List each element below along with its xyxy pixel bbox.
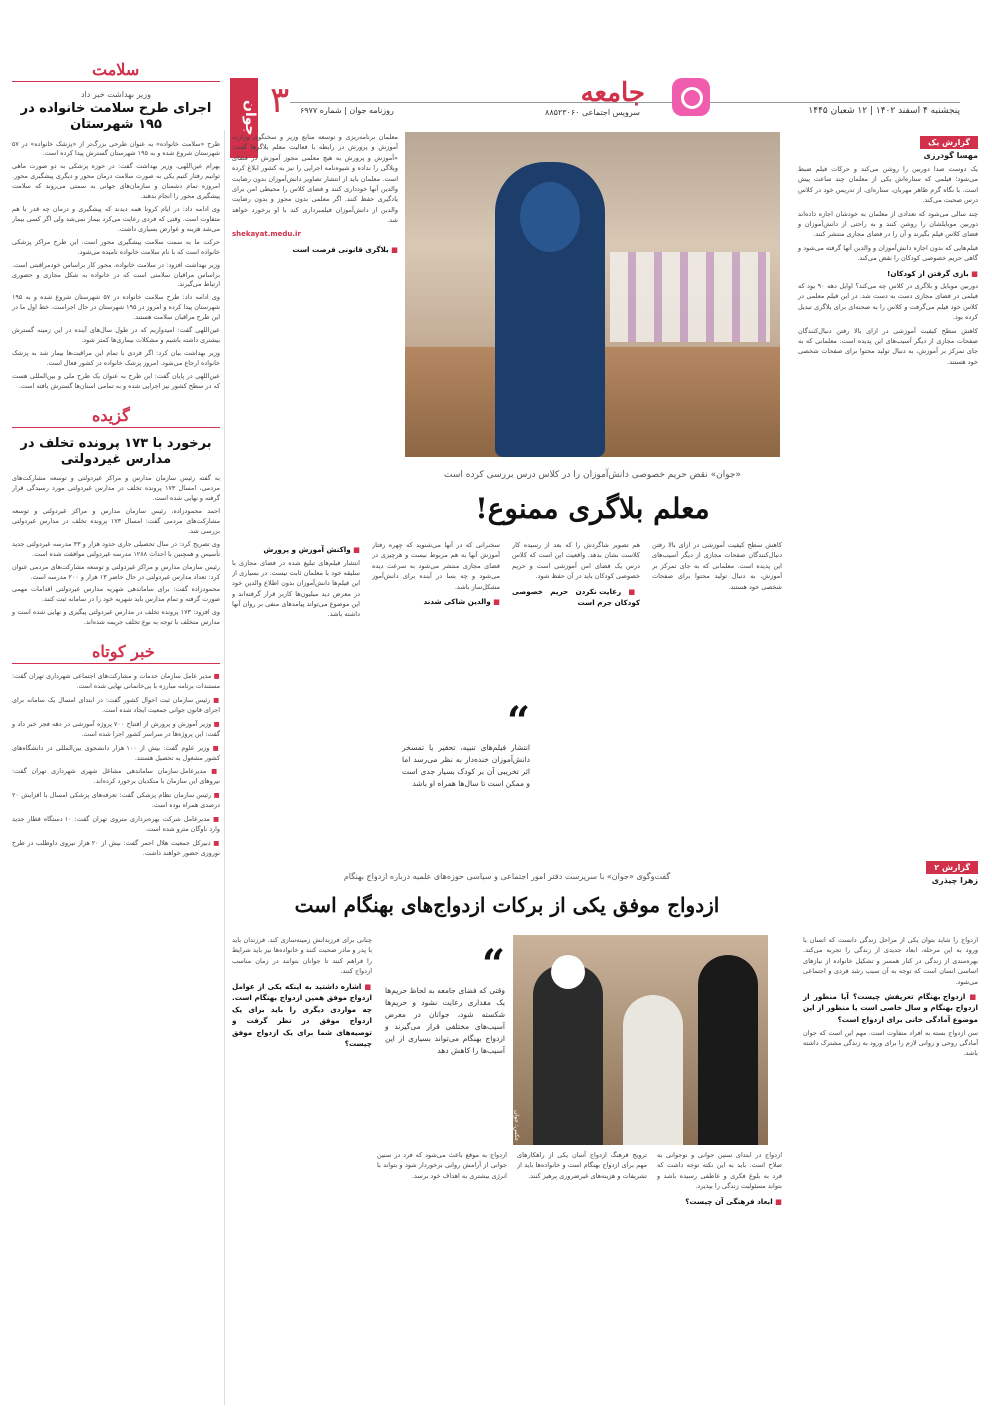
photo-person (698, 955, 758, 1145)
page-number: ۳ (270, 80, 290, 121)
report-tag: گزارش یک (920, 136, 978, 149)
story-body: به گفته رئیس سازمان مدارس و مراکز غیردولتی و توسعه مشارکت‌های مردمی، امسال ۱۷۳ پرونده تخلف در مدارس غیردولتی مورد رسیدگی قرار گرفته و نهایی شده است. احمد محمودزاده، رئیس سازمان مدارس و مراکز غیردولتی و توسعه مشارکت‌های مردمی گفت: امسال ۱۷۳ پرونده تخلف در مدارس غیردولتی بررسی شد. وی تصریح کرد: در سال تحصیلی جاری حدود هزار و ۴۳ مدرسه غیردولتی جدید تأسیس و همچنین با احداث ۱۲۸۸ مدرسه غیردولتی موافقت شده است. رئیس سازمان مدارس و مراکز غیردولتی و توسعه مشارکت‌های مردمی عنوان کرد: تعداد مدارس غیردولتی در حال حاضر ۱۳ هزار و ۲۰۰ مدرسه است. محمودزاده گفت: برای ساماندهی شهریه مدارس غیردولتی اقدامات مهمی صورت گرفته و تمام مدارس باید شهریه خود را در سامانه ثبت کنند. وی افزود: ۱۷۳ پرونده تخلف در مدارس غیردولتی پیگیری و نهایی شده است و مدارس متخلف با توجه به نوع تخلف جریمه شده‌اند. (12, 474, 221, 627)
photo-person (623, 995, 683, 1145)
paper-info: روزنامه جوان | شماره ۶۹۷۷ (300, 106, 394, 115)
story2-headline: ازدواج موفق یکی از برکات ازدواج‌های بهنگام است (294, 893, 720, 917)
column-rule (224, 130, 225, 1405)
story-subhead: ■ اشاره داشتید به اینکه یکی از عوامل ازدواج موفق همین ازدواج بهنگام است. چه مواردی دیگری را باید برای یک ازدواج موفق در نظر گرفت و توصیه‌های شما برای یک ازدواج موفق چیست؟ (232, 981, 372, 1050)
story2-photo (513, 935, 768, 1145)
lead-photo (405, 132, 780, 457)
byline: مهسا گودرزی (923, 151, 978, 160)
health-story (12, 90, 220, 392)
story-body: یک دوست صدا دوربین را روشن می‌کند و حرکات فیلم ضبط می‌شود؛ فیلمی که ستاره‌اش یکی از معلمان چند ساعت پیش است. با نگاه گرم ظاهر مهربان، ستاره‌ای، از تدریس خود در کلاس درس صحبت می‌کند. چند سالی می‌شود که تعدادی از معلمان به خودشان اجازه داده‌اند دوربین موبایلشان را روشن کنند و به راحتی از دانش‌آموزان و فضای کلاس فیلم بگیرند و آن را در فضای مجازی منتشر کنند. فیلم‌هایی که بدون اجازه دانش‌آموزان و والدین آنها گرفته می‌شود و گاهی حریم خصوصی کودکان را نقض می‌کند. ■ بازی گرفتن از کودکان! دوربین موبایل و بلاگری در کلاس چه می‌کند؟ اوایل دهه ۹۰ بود که فیلمی در فضای مجازی دست به دست شد. در این فیلم معلمی در کلاس خود فیلم می‌گرفت و کلاس را به صحنه‌ای برای بلاگری تبدیل کرده بود. کاهش سطح کیفیت آموزشی در ازای بالا رفتن دنبال‌کنندگان صفحات مجازی از دیگر آسیب‌های این پدیده است. معلمانی که به جای تمرکز بر آموزش، به دنبال تولید محتوا برای صفحات شخصی خود هستند. (798, 164, 978, 367)
story-title: برخورد با ۱۷۳ پرونده تخلف در مدارس غیردولتی (20, 435, 212, 467)
violation-story (12, 436, 220, 628)
story2-column: ترویج فرهنگ ازدواج آسان یکی از راهکارهای مهم برای ازدواج بهنگام است و خانواده‌ها باید از تشریفات و هزینه‌های غیرضروری پرهیز کنند. (517, 1151, 647, 1180)
lead-headline: معلم بلاگری ممنوع! (475, 492, 710, 525)
photo-credit: عکس: جوان (513, 1109, 520, 1141)
byline: زهرا چیذری (931, 876, 978, 885)
short-news-item: ■ دبیرکل جمعیت هلال احمر گفت: بیش از ۲۰ هزار نیروی داوطلب در طرح نوروزی حضور خواهند داشت. (12, 839, 220, 859)
short-news-item: ■ رئیس سازمان ثبت احوال کشور گفت: در ابتدای امسال یک سامانه برای اجرای قانون جوانی جمعیت ایجاد شده است. (12, 696, 220, 716)
left-sidebar (12, 60, 220, 1405)
photo-cleric (533, 965, 603, 1145)
short-news-item: ■ وزیر آموزش و پرورش از افتتاح ۷۰۰ پروژه آموزشی در دهه فجر خبر داد و گفت: این پروژه‌ها در سراسر کشور اجرا شده است. (12, 720, 220, 740)
section-service: سرویس اجتماعی ۸۸۵۲۳۰۶۰ (545, 108, 640, 117)
story2-right-column: ازدواج را شاید بتوان یکی از مراحل زندگی دانست که انسان با ورود به این مرحله، ابعاد جدیدی از زندگی را تجربه می‌کند. بهره‌مندی از زندگی در کنار همسر و تشکیل خانواده از نیازهای اساسی انسان است که توجه به آن سبب رشد فردی و اجتماعی می‌شود. ■ ازدواج بهنگام تعریفش چیست؟ آیا منظور از ازدواج بهنگام و سال خاصی است یا منظور از این موضوع آمادگی خانی برای ازدواج است؟ سن ازدواج بسته به افراد متفاوت است. مهم این است که جوان آمادگی روحی و روانی لازم را برای ورود به زندگی مشترک داشته باشد. (803, 935, 978, 1062)
short-news-item: ■ وزیر علوم گفت: بیش از ۱۰۰ هزار دانشجوی بین‌المللی در دانشگاه‌های کشور مشغول به تحصیل هستند. (12, 744, 220, 764)
story2-bottom-columns (232, 1150, 782, 1405)
story-subhead: ■ ازدواج بهنگام تعریفش چیست؟ آیا منظور از ازدواج بهنگام و سال خاصی است یا منظور از این موضوع آمادگی خانی برای ازدواج است؟ (803, 991, 978, 1026)
section-band-salamat: سلامت (12, 60, 220, 82)
issue-date: پنجشنبه ۴ اسفند ۱۴۰۲ | ۱۲ شعبان ۱۴۴۵ (808, 106, 960, 116)
photo-pupils (610, 252, 770, 342)
lead-column: کاهش سطح کیفیت آموزشی در ازای بالا رفتن دنبال‌کنندگان صفحات مجازی از دیگر آسیب‌های این پدیده است. معلمانی که به جای تمرکز بر آموزش، به دنبال تولید محتوا برای صفحات شخصی خود هستند. (652, 541, 782, 591)
masthead (230, 78, 960, 136)
story-kicker: وزیر بهداشت خبر داد (80, 90, 151, 99)
story-body: طرح «سلامت خانواده» به عنوان طرحی بزرگ‌تر از «پزشک خانواده» در ۵۷ شهرستان شروع شده و به ۱۹۵ شهرستان گسترش پیدا کرده است. بهرام عین‌اللهی، وزیر بهداشت گفت: در حوزه پزشکی به دو صورت ماهی توانیم رفتار کنیم یکی به صورت سلامت درمان محور و دیگری پیشگیری محور. امروزه تمام دشمنان و سازمان‌های جهانی به سمتی می‌روند که سلامت پیشگیری محور را انجام بدهند. وی ادامه داد: در ایام کرونا همه دیدند که پیشگیری و درمان چه قدر با هم متفاوت است. وقتی که فردی رعایت می‌کرد بیمار نمی‌شد ولی اگر کسی بیمار می‌شد هزینه و عوارض بسیاری داشت. حرکت ما به سمت سلامت پیشگیری محور است. این طرح مراکز پزشکی خانواده است که با نام سلامت خانواده نامیده می‌شود. وزیر بهداشت افزود: در سلامت خانواده، محور کار براساس خودمراقبتی است. براساس مراقبان سلامتی است که در خانواده به شکل مجازی و حضوری ارتباط می‌گیرند. وی ادامه داد: طرح سلامت خانواده در ۵۷ شهرستان شروع شده و به ۱۹۵ شهرستان پیدا کرده و امروز در ۱۹۵ شهرستان در حال اجراست. خط اول ما در این طرح مراقبان سلامت هستند. عین‌اللهی گفت: امیدواریم که در طول سال‌های آینده در این زمینه گسترش بیشتری داشته باشیم و مشکلات بیماری‌ها کمتر شود. وزیر بهداشت بیان کرد: اگر فردی با تمام این مراقبت‌ها بیمار شد به پزشک خانواده ارجاع می‌شود. امروز پزشک خانواده در کشور فعال است. عین‌اللهی در پایان گفت: این طرح به عنوان یک طرح ملی و بین‌المللی هست که در سطح کشور نیز اجرایی شده و به تمامی استان‌ها گسترش یافته است. (12, 139, 220, 390)
lead-column: هم تصویر شاگردش را که بعد از رسیده کار کلاست نشان بدهد. واقعیت این است که کلاس درس یک فضای امن آموزشی است و حریم خصوصی کودکان باید در آن حفظ شود. ■ رعایت نکردن حریم خصوصی کودکان جرم است (512, 540, 640, 840)
short-news-item: ■ رئیس سازمان نظام پزشکی گفت: تعرفه‌های پزشکی امسال با افزایش ۲۰ درصدی همراه بوده است. (12, 791, 220, 811)
quote-icon: “ (481, 941, 505, 988)
short-news-item: ■ مدیرعامل شرکت بهره‌برداری متروی تهران گفت: ۱۰ دستگاه قطار جدید وارد ناوگان مترو شده است. (12, 815, 220, 835)
story2-column: ازدواج در ابتدای سنین جوانی و نوجوانی به صلاح است. باید به این نکته توجه داشت که فرد به بلوغ فکری و عاطفی رسیده باشد و بتواند مسئولیت زندگی را بپذیرد. ■ ابعاد فرهنگی آن چیست؟ (657, 1150, 782, 1405)
lead-kicker: «جوان» نقض حریم خصوصی دانش‌آموزان را در کلاس درس بررسی کرده است (444, 470, 741, 480)
section-title: جامعه (580, 78, 645, 108)
story-body: معلمان برنامه‌ریزی و توسعه منابع وزیر و سخنگوی وزارت آموزش و پرورش در رابطه با فعالیت معلم بلاگرها گفت: «آموزش و پرورش به هیچ معلمی مجوز آموزش در فضای ویلاگی را نداده و شیوه‌نامه اجرایی را نیز به کشور ابلاغ کرده است. معلمان باید از انتشار تصاویر دانش‌آموزان بدون رضایت والدین آنها خودداری کنند و فضای کلاس را محیطی امن برای یادگیری حفظ کنند. اگر معلمی بدون مجوز و بدون رضایت والدین از دانش‌آموزان فیلمبرداری کند با او برخورد خواهد شد. shekayat.medu.ir ■ بلاگری قانونی فرصت است (232, 132, 398, 255)
story2-tag: گزارش ۲ زهرا چیذری (878, 855, 978, 889)
section-band-khabar: خبر کوتاه (12, 642, 220, 664)
photo-teacher (495, 162, 605, 457)
instagram-icon (672, 78, 710, 116)
short-news-list (12, 672, 220, 859)
lead-column: ■ واکنش آموزش و پرورش انتشار فیلم‌های تبلیغ شده در فضای مجازی با سلیقه خود با معلمان ثابت نیست. در بسیاری از این فیلم‌ها دانش‌آموزان بدون اطلاع والدین خود در معرض دید میلیون‌ها کاربر قرار گرفته‌اند و این موضوع می‌تواند پیامدهای منفی بر روان آنها داشته باشد. (232, 540, 360, 840)
right-column-story (798, 130, 978, 840)
story-subhead: ■ بلاگری قانونی فرصت است (232, 244, 398, 256)
complaint-email[interactable]: shekayat.medu.ir (232, 229, 301, 238)
lead-column: سخنرانی که در آنها می‌شنوید که چهره رفتار آموزش آنها به هم مربوط نیست و هرچیزی در فضای مجازی منتشر می‌شود به سرعت دیده می‌شود و چه بسا در آینده برای دانش‌آموز مشکل‌ساز باشد. ■ والدین شاکی شدند (372, 540, 500, 840)
story-title: اجرای طرح سلامت خانواده در ۱۹۵ شهرستان (20, 101, 212, 133)
pull-quote: “ وقتی که فضای جامعه به لحاظ حریم‌ها یک مقداری رعایت نشود و حریم‌ها شکسته شود، جوانان در معرض آسیب‌های مختلفی قرار می‌گیرند و ازدواج بهنگام می‌تواند بسیاری از این آسیب‌ها را کاهش دهد (385, 941, 505, 1055)
short-news-item: ■ مدیر عامل سازمان خدمات و مشارکت‌های اجتماعی شهرداری تهران گفت: مستندات برنامه مبارزه با بی‌خانمانی نهایی شده است. (12, 672, 220, 692)
pull-quote: “ انتشار فیلم‌های تنبیه، تحقیر یا تمسخر دانش‌آموزان خنده‌دار به نظر می‌رسد اما اثر تخریبی آن بر کودک بسیار جدی است و ممکن است تا سال‌ها همراه او باشد (402, 698, 530, 788)
story-subhead: ■ بازی گرفتن از کودکان! (798, 268, 978, 280)
short-news-item: ■ مدیرعامل سازمان ساماندهی مشاغل شهری شهرداری تهران گفت: نیروهای این سازمان با متکدیان برخورد کرده‌اند. (12, 767, 220, 787)
brand-logo: جوان (230, 78, 258, 158)
story2-column: ازدواج به موقع باعث می‌شود که فرد در سنین جوانی از آرامش روانی برخوردار شود و بتواند با انرژی بیشتری به اهداف خود برسد. (377, 1151, 507, 1180)
section-band-gozide: گزیده (12, 406, 220, 428)
story2-kicker: گفت‌وگوی «جوان» با سرپرست دفتر امور اجتماعی و سیاسی حوزه‌های علمیه درباره ازدواج بهنگام (343, 872, 671, 881)
quote-icon: “ (506, 698, 530, 745)
story2-column: چنانی برای فرزندانش زمینه‌سازی کند. فرزندان باید با پدر و مادر صحبت کنند و خانواده‌ها نیز باید شرایط را فراهم کنند تا جوانان بتوانند در زمان مناسب ازدواج کنند. ■ اشاره داشتید به اینکه یکی از عوامل ازدواج موفق همین ازدواج بهنگام است. چه مواردی دیگری را باید برای یک ازدواج موفق در نظر گرفت و توصیه‌های شما برای یک ازدواج موفق چیست؟ (232, 935, 372, 1052)
